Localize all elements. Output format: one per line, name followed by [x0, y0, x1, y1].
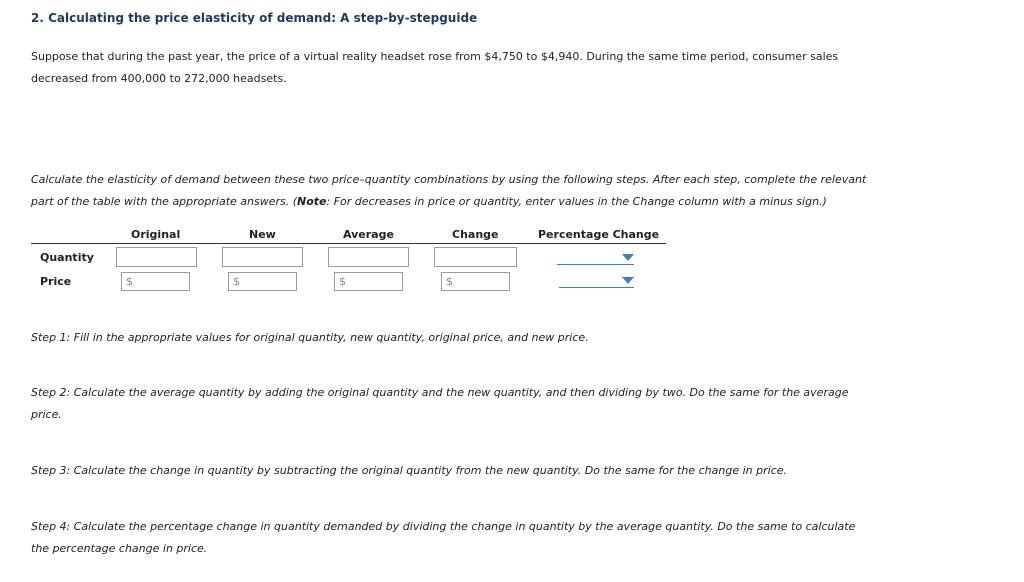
quantity-change-field[interactable]	[434, 247, 517, 267]
quantity-new-field[interactable]	[222, 247, 303, 267]
chevron-down-icon[interactable]	[622, 277, 634, 284]
step-2-line-2: price.	[31, 408, 62, 421]
header-percentage-change: Percentage Change	[538, 228, 660, 241]
quantity-new-input[interactable]	[223, 248, 302, 266]
problem-statement-line-1: Suppose that during the past year, the price of a virtual reality headset rose from $4,750 to $4,940. During the same time period, consumer sales	[31, 50, 839, 63]
instructions-line-2	[31, 191, 901, 213]
quantity-original-field[interactable]	[116, 247, 197, 267]
step-4-line-2: the percentage change in price.	[31, 542, 208, 555]
header-original: Original	[131, 228, 181, 241]
step-2-line-1: Step 2: Calculate the average quantity by adding the original quantity and the new quantity, and then dividing by two. Do the same for the average	[31, 386, 849, 399]
step-4-line-1: Step 4: Calculate the percentage change in quantity demanded by dividing the change in quantity by the average quantity. Do the same to calculate	[31, 520, 856, 533]
price-change-field[interactable]	[441, 272, 510, 291]
step-1	[31, 327, 901, 349]
header-divider	[31, 243, 666, 244]
dollar-sign: $	[233, 275, 240, 288]
step-2	[31, 382, 901, 426]
quantity-original-input[interactable]	[117, 248, 196, 266]
header-change: Change	[452, 228, 499, 241]
problem-statement	[31, 46, 901, 90]
price-new-input[interactable]	[229, 273, 296, 290]
quantity-change-input[interactable]	[435, 248, 516, 266]
instructions-line-2-end: : For decreases in price or quantity, enter values in the Change column with a minus sign.)	[326, 195, 827, 208]
instructions	[31, 169, 901, 213]
step-4	[31, 516, 901, 560]
price-new-field[interactable]	[228, 272, 297, 291]
instructions-line-1: Calculate the elasticity of demand between these two price–quantity combinations by using the following steps. After each step, complete the relevant	[31, 173, 867, 186]
step-1-text: Step 1: Fill in the appropriate values for original quantity, new quantity, original price, and new price.	[31, 331, 589, 344]
header-average: Average	[343, 228, 394, 241]
quantity-average-field[interactable]	[328, 247, 409, 267]
dollar-sign: $	[126, 275, 133, 288]
dollar-sign: $	[339, 275, 346, 288]
price-average-input[interactable]	[335, 273, 402, 290]
note-label: Note	[297, 195, 327, 208]
quantity-average-input[interactable]	[329, 248, 408, 266]
row-label-quantity: Quantity	[40, 251, 94, 264]
price-original-field[interactable]	[121, 272, 190, 291]
quantity-percentage-change-dropdown[interactable]	[557, 252, 634, 265]
price-original-input[interactable]	[122, 273, 189, 290]
step-3	[31, 460, 901, 482]
price-percentage-change-dropdown[interactable]	[559, 275, 634, 288]
step-3-text: Step 3: Calculate the change in quantity by subtracting the original quantity from the new quantity. Do the same for the change in price.	[31, 464, 788, 477]
price-change-input[interactable]	[442, 273, 509, 290]
row-label-price: Price	[40, 275, 72, 288]
page-title: 2. Calculating the price elasticity of demand: A step-by-stepguide	[31, 11, 478, 25]
chevron-down-icon[interactable]	[622, 254, 634, 261]
header-new: New	[249, 228, 276, 241]
instructions-line-2-start: part of the table with the appropriate answers. (	[31, 195, 298, 208]
price-average-field[interactable]	[334, 272, 403, 291]
dollar-sign: $	[446, 275, 453, 288]
problem-statement-line-2: decreased from 400,000 to 272,000 headsets.	[31, 72, 287, 85]
